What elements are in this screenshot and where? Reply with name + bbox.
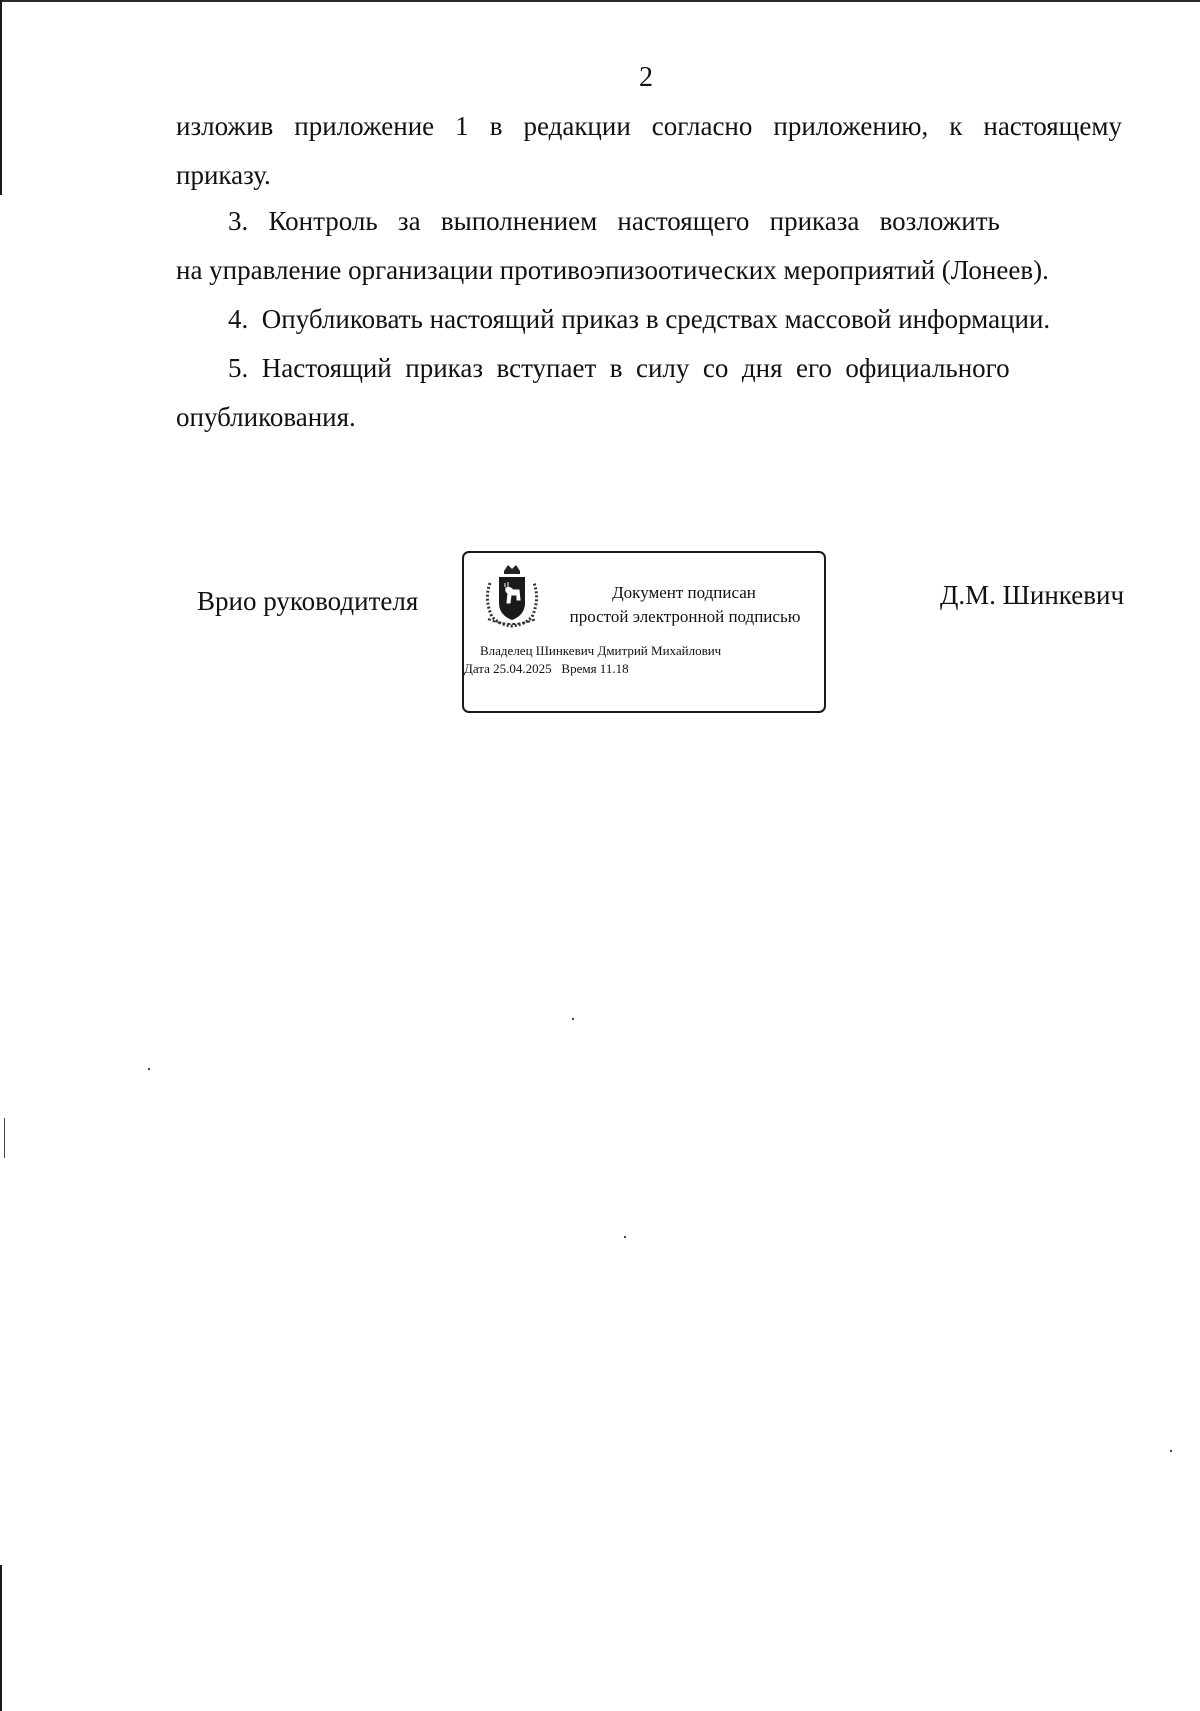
- scan-speck: [4, 1118, 5, 1158]
- stamp-date-time: Дата 25.04.2025 Время 11.18: [464, 661, 629, 676]
- paragraph-3-line-2: на управление организации противоэпизоотических мероприятий (Лонеев).: [176, 255, 1049, 285]
- signatory-title: Врио руководителя: [197, 586, 419, 616]
- signatory-name: Д.М. Шинкевич: [940, 580, 1125, 610]
- stamp-signed-label: Документ подписан: [612, 583, 756, 602]
- page-number: 2: [639, 62, 653, 93]
- scan-edge-left-bottom: [0, 1565, 2, 1711]
- scan-edge-left-top: [0, 0, 2, 195]
- scan-speck: [1170, 1450, 1172, 1452]
- electronic-signature-stamp: [462, 551, 826, 713]
- scan-speck: [148, 1068, 150, 1070]
- paragraph-1-line-2: приказу.: [176, 160, 271, 190]
- coat-of-arms-icon: [482, 563, 542, 629]
- paragraph-3-line-1: 3. Контроль за выполнением настоящего приказа возложить: [228, 206, 1000, 236]
- scan-speck: [572, 1018, 574, 1020]
- paragraph-1-line-1: изложив приложение 1 в редакции согласно приложению, к настоящему: [176, 111, 1122, 141]
- paragraph-5-line-2: опубликования.: [176, 402, 356, 432]
- stamp-signature-type: простой электронной подписью: [569, 607, 801, 626]
- scan-speck: [624, 1236, 626, 1238]
- scan-edge-top: [0, 0, 1200, 2]
- paragraph-4: 4. Опубликовать настоящий приказ в средствах массовой информации.: [228, 304, 1051, 334]
- stamp-owner: Владелец Шинкевич Дмитрий Михайлович: [480, 643, 722, 658]
- paragraph-5-line-1: 5. Настоящий приказ вступает в силу со дня его официального: [228, 353, 1010, 383]
